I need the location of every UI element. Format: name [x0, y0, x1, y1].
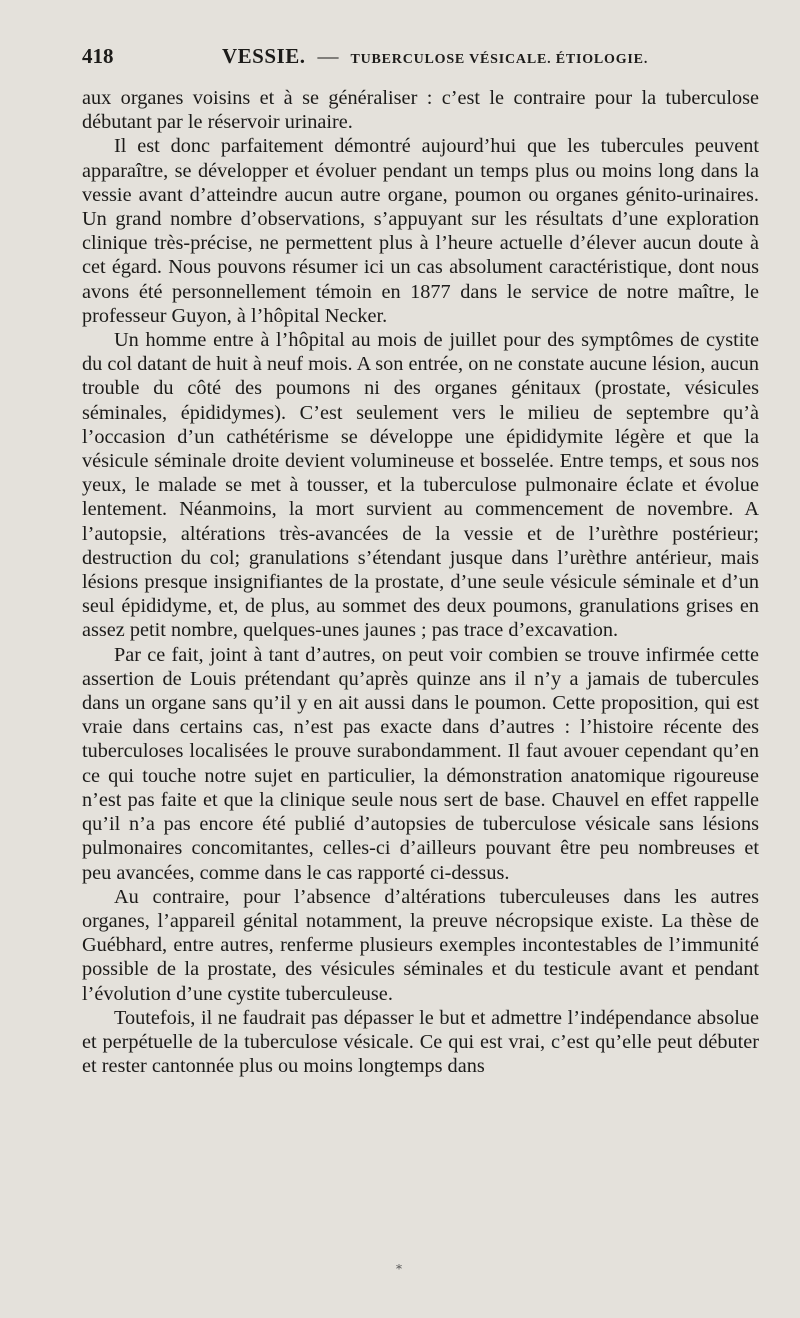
header-dash: —	[317, 44, 339, 68]
signature-mark: *	[396, 1262, 402, 1276]
paragraph: Toutefois, il ne faudrait pas dépasser le but et admettre l’indépendance absolue et perpétuelle de la tuberculose vésicale. Ce qui est vrai, c’est qu’elle peut débuter et rester cantonnée plus ou moins longtemps dans	[82, 1006, 759, 1078]
header-subtitle: TUBERCULOSE VÉSICALE. ÉTIOLOGIE.	[350, 52, 649, 67]
header-title: VESSIE.	[222, 44, 306, 68]
page-number: 418	[82, 44, 114, 68]
paragraph-continuation: aux organes voisins et à se généraliser : c’est le contraire pour la tuberculose débutant par le réservoir urinaire.	[82, 87, 759, 134]
paragraph: Par ce fait, joint à tant d’autres, on peut voir combien se trouve infirmée cette assertion de Louis prétendant qu’après quinze ans il n’y a jamais de tubercules dans un organe sans qu’il y en ait aussi dans le poumon. Cette proposition, qui est vraie dans certains cas, n’est pas exacte dans d’autres : l’histoire récente des tuberculoses localisées le prouve surabondamment. Il faut avouer cependant qu’en ce qui touche notre sujet en particulier, la démonstration anatomique rigoureuse n’est pas faite et que la clinique seule nous sert de base. Chauvel en effet rappelle qu’il n’a pas encore été publié d’autopsies de tuberculose vésicale sans lésions pulmonaires concomitantes, celles-ci d’ailleurs pouvant être peu nombreuses et peu avancées, comme dans le cas rapporté ci-dessus.	[82, 643, 759, 884]
paragraph: Un homme entre à l’hôpital au mois de juillet pour des symptômes de cystite du col datant de huit à neuf mois. A son entrée, on ne constate aucune lésion, aucun trouble du côté des poumons ni des organes génitaux (prostate, vésicules séminales, épididymes). C’est seulement vers le milieu de septembre qu’à l’occasion d’un cathétérisme se développe une épididymite légère et que la vésicule séminale droite devient volumineuse et bosselée. Entre temps, et sous nos yeux, le malade se met à tousser, et la tuberculose pulmonaire éclate et évolue lentement. Néanmoins, la mort survient au commencement de novembre. A l’autopsie, altérations très-avancées de la vessie et de l’urèthre postérieur; destruction du col; granulations s’étendant jusque dans l’urèthre antérieur, mais lésions presque insignifiantes de la prostate, d’une seule vésicule séminale et d’un seul épididyme, et, de plus, au sommet des deux poumons, granulations grises en assez petit nombre, quelques-unes jaunes ; pas trace d’excavation.	[82, 329, 759, 642]
running-header	[82, 44, 757, 80]
body-text	[82, 86, 759, 1078]
paragraph: Au contraire, pour l’absence d’altérations tuberculeuses dans les autres organes, l’appareil génital notamment, la preuve nécropsique existe. La thèse de Guébhard, entre autres, renferme plusieurs exemples incontestables de l’immunité possible de la prostate, des vésicules séminales et du testicule avant et pendant l’évolution d’une cystite tuberculeuse.	[82, 885, 759, 1005]
paragraph: Il est donc parfaitement démontré aujourd’hui que les tubercules peuvent apparaître, se développer et évoluer pendant un temps plus ou moins long dans la vessie avant d’atteindre aucun autre organe, poumon ou organes génito-urinaires. Un grand nombre d’observations, s’appuyant sur les résultats d’une exploration clinique très-précise, ne permettent plus à l’heure actuelle d’élever aucun doute à cet égard. Nous pouvons résumer ici un cas absolument caractéristique, dont nous avons été personnellement témoin en 1877 dans le service de notre maître, le professeur Guyon, à l’hôpital Necker.	[82, 135, 759, 327]
